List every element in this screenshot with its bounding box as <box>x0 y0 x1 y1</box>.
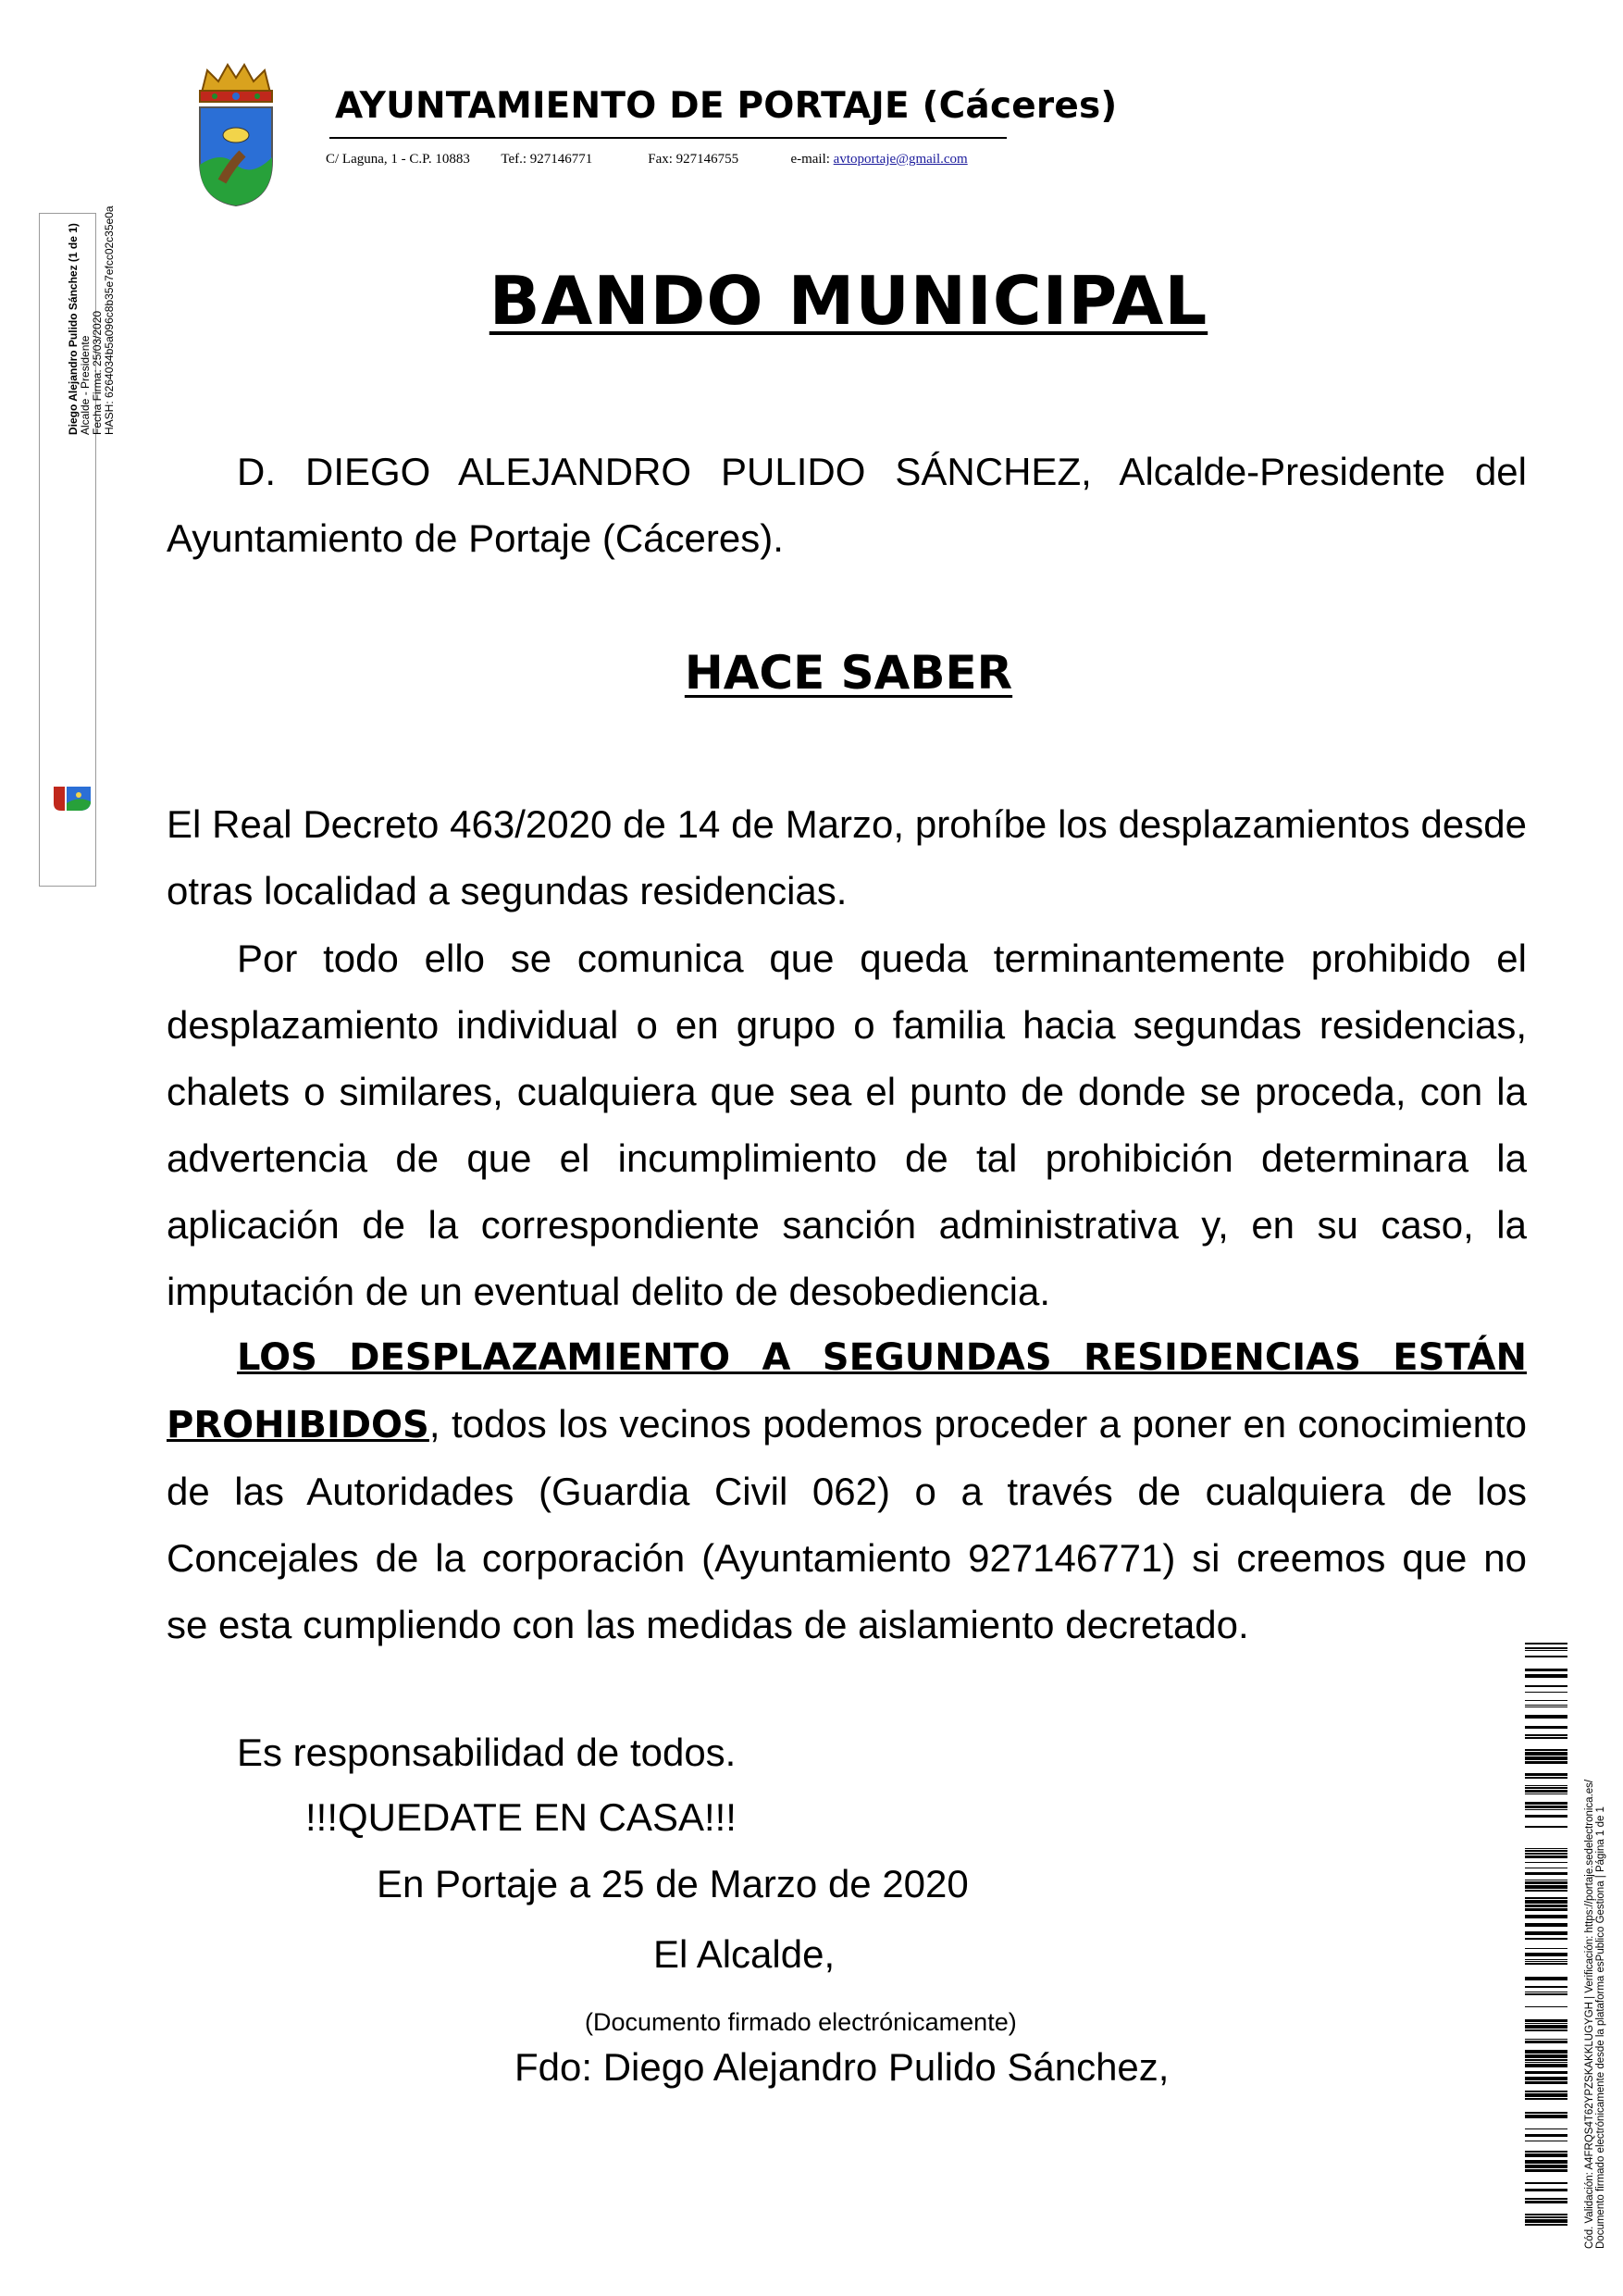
signer-line: Fdo: Diego Alejandro Pulido Sánchez, <box>514 2045 1170 2089</box>
place-date-line: En Portaje a 25 de Marzo de 2020 <box>377 1862 969 1905</box>
electronic-signature-note: (Documento firmado electrónicamente) <box>585 2008 1017 2036</box>
stay-home-line: !!!QUEDATE EN CASA!!! <box>305 1795 737 1839</box>
header-rule <box>329 137 1007 139</box>
verification-platform: Documento firmado electrónicamente desde la plataforma esPublico Gestiona | Página 1 de 1 <box>1595 1806 1606 2249</box>
barcode <box>1525 1643 1567 2235</box>
paragraph-prohibition: Por todo ello se comunica que queda terminantemente prohibido el desplazamiento individual o en grupo o familia hacia segundas residencias, chalets o similares, cualquiera que sea el punto de donde se proceda, con la advertencia de que el incumplimiento de tal prohibición determinara la aplicación de la correspondiente sanción administrativa y, en su caso, la imputación de un eventual delito de desobediencia. <box>167 937 1527 1313</box>
responsibility-line: Es responsabilidad de todos. <box>237 1731 737 1774</box>
section-heading: HACE SABER <box>684 646 1013 700</box>
intro-paragraph: D. DIEGO ALEJANDRO PULIDO SÁNCHEZ, Alcalde-Presidente del Ayuntamiento de Portaje (Cáceres). <box>167 450 1527 560</box>
paragraph-decree: El Real Decreto 463/2020 de 14 de Marzo, prohíbe los desplazamientos desde otras localidad a segundas residencias. <box>167 802 1527 912</box>
paragraph-report <box>167 1323 1527 1658</box>
contact-line <box>326 152 968 168</box>
seal-icon <box>52 783 93 813</box>
mayor-label: El Alcalde, <box>653 1932 836 1976</box>
prohibition-emphasis: LOS DESPLAZAMIENTO A SEGUNDAS RESIDENCIAS ESTÁN PROHIBIDOS <box>167 1336 1527 1446</box>
email-label: e-mail: <box>790 152 830 167</box>
coat-of-arms-logo <box>194 61 278 209</box>
stamp-date: Fecha Firma: 25/03/2020 <box>91 310 104 435</box>
verification-code: Cód. Validación: A4FRQS4T62YPZSKAKKLUGYGH | Verificación: https://portaje.sedelectronica.es/ <box>1584 1779 1595 2249</box>
stamp-hash: HASH: 6264034b5a096c8b35e7efcc02c35e0a <box>103 205 116 435</box>
document-title: BANDO MUNICIPAL <box>489 262 1208 340</box>
phone: Tef.: 927146771 <box>501 152 593 167</box>
organization-name: AYUNTAMIENTO DE PORTAJE (Cáceres) <box>335 85 1118 127</box>
fax: Fax: 927146755 <box>648 152 739 167</box>
verification-text <box>1584 1675 1606 2249</box>
stamp-role: Alcalde - Presidente <box>79 335 92 435</box>
paragraph-report-text: , todos los vecinos podemos proceder a poner en conocimiento de las Autoridades (Guardia Civil 062) o a través de cualquiera de los Concejales de la corporación (Ayuntamiento 927146771) si creemos que no se esta cumpliendo con las medidas de aislamiento decretado. <box>167 1402 1527 1646</box>
email-link[interactable]: avtoportaje@gmail.com <box>833 152 968 167</box>
address: C/ Laguna, 1 - C.P. 10883 <box>326 152 470 167</box>
stamp-name: Diego Alejandro Pulido Sánchez (1 de 1) <box>67 223 80 435</box>
